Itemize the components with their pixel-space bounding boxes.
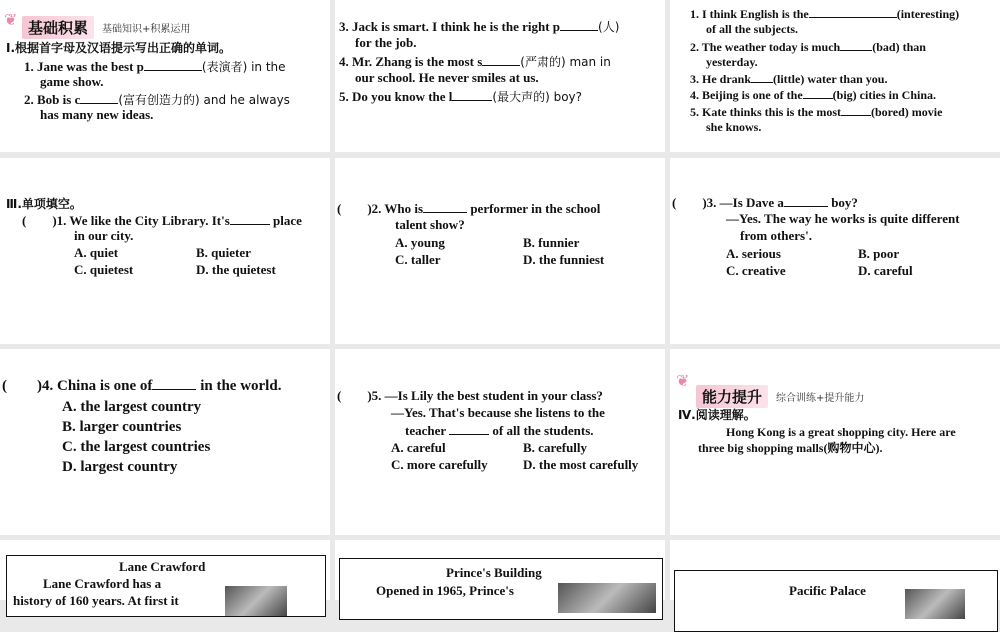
option[interactable]: A. serious <box>726 246 781 261</box>
question-cont: talent show? <box>395 217 465 232</box>
options <box>395 234 604 268</box>
tile-vocab-1 <box>0 0 330 152</box>
option[interactable]: C. the largest countries <box>62 439 211 455</box>
option[interactable]: C. quietest <box>74 262 134 277</box>
tile-choice-1 <box>0 158 330 344</box>
question-cont: for the job. <box>355 35 417 50</box>
question-cont: she knows. <box>706 120 762 134</box>
question: ( )2. Who is performer in the school <box>337 201 601 216</box>
mall-title: Pacific Palace <box>789 583 866 598</box>
option[interactable]: D. the quietest <box>196 262 276 277</box>
option[interactable]: D. the most carefully <box>523 457 639 472</box>
mall-photo <box>225 586 287 616</box>
question: 3. Jack is smart. I think he is the right p (人) <box>339 19 620 34</box>
passage-line: three big shopping malls(购物中心). <box>698 441 883 455</box>
tile-reading <box>670 349 1000 535</box>
mall-text: Lane Crawford has a <box>43 576 162 591</box>
question: ( )4. China is one of in the world. <box>2 378 282 394</box>
question: 2. The weather today is much (bad) than <box>690 40 926 54</box>
option[interactable]: A. careful <box>391 440 446 455</box>
mall-text: Opened in 1965, Prince's <box>376 583 514 598</box>
question-cont: yesterday. <box>706 55 758 69</box>
question: 4. Beijing is one of the (big) cities in China. <box>690 88 937 102</box>
option[interactable]: D. largest country <box>62 459 178 475</box>
tile-vocab-2 <box>335 0 665 152</box>
mall-title: Prince's Building <box>446 565 542 580</box>
section-sub: 基础知识+积累运用 <box>102 24 191 35</box>
option[interactable]: C. taller <box>395 252 441 267</box>
option[interactable]: D. the funniest <box>523 252 605 267</box>
option[interactable]: B. quieter <box>196 245 251 260</box>
question: 1. I think English is the (interesting) <box>690 7 960 21</box>
mall-text: history of 160 years. At first it <box>13 593 179 608</box>
option[interactable]: C. creative <box>726 263 786 278</box>
option[interactable]: B. carefully <box>523 440 588 455</box>
tile-mall-3 <box>670 540 1000 600</box>
question-cont: —Yes. That's because she listens to the <box>391 405 605 420</box>
butterfly-icon: ❦ <box>676 373 690 390</box>
tile-choice-4 <box>0 349 330 535</box>
section-header <box>696 385 864 408</box>
tile-mall-1 <box>0 540 330 608</box>
passage-line: Hong Kong is a great shopping city. Here are <box>726 425 956 439</box>
option[interactable]: D. careful <box>858 263 913 278</box>
mall-card <box>339 558 663 620</box>
option[interactable]: A. young <box>395 235 445 250</box>
section-label: 能力提升 <box>696 385 768 408</box>
option[interactable]: A. quiet <box>74 245 119 260</box>
section-title: Ⅲ.单项填空。 <box>6 197 82 211</box>
tile-choice-5 <box>335 349 665 535</box>
mall-photo <box>905 589 965 619</box>
question-cont: has many new ideas. <box>40 107 154 122</box>
question: 2. Bob is c (富有创造力的) and he always <box>24 92 290 107</box>
question-cont: of all the subjects. <box>706 22 798 36</box>
question-cont: from others'. <box>740 228 812 243</box>
section-header <box>22 16 190 39</box>
option[interactable]: B. larger countries <box>62 419 182 435</box>
question-cont: game show. <box>40 74 104 89</box>
mall-card <box>674 570 998 632</box>
options <box>726 245 913 279</box>
question: ( )1. We like the City Library. It's place <box>22 213 302 228</box>
question: 1. Jane was the best p (表演者) in the <box>24 59 286 74</box>
mall-title: Lane Crawford <box>119 559 206 574</box>
section-label: 基础积累 <box>22 16 94 39</box>
options <box>74 244 276 278</box>
question-cont: —Yes. The way he works is quite different <box>726 211 960 226</box>
option[interactable]: B. funnier <box>523 235 580 250</box>
question: 5. Do you know the l (最大声的) boy? <box>339 89 583 104</box>
tile-choice-3 <box>670 158 1000 344</box>
options <box>391 439 638 473</box>
option[interactable]: C. more carefully <box>391 457 488 472</box>
tile-mall-2 <box>335 540 665 600</box>
butterfly-icon: ❦ <box>4 12 18 29</box>
tile-choice-2 <box>335 158 665 344</box>
options <box>62 397 210 477</box>
question-cont: our school. He never smiles at us. <box>355 70 539 85</box>
section-sub: 综合训练+提升能力 <box>776 393 865 404</box>
option[interactable]: A. the largest country <box>62 399 202 415</box>
section-title: Ⅰ.根据首字母及汉语提示写出正确的单词。 <box>6 41 232 55</box>
question: 3. He drank (little) water than you. <box>690 72 888 86</box>
tile-word-form <box>670 0 1000 152</box>
mall-photo <box>558 583 656 613</box>
question-cont: teacher of all the students. <box>405 423 594 438</box>
mall-card <box>6 555 326 617</box>
question: 5. Kate thinks this is the most (bored) movie <box>690 105 943 119</box>
section-title: Ⅳ.阅读理解。 <box>678 408 756 422</box>
question: ( )3. —Is Dave a boy? <box>672 195 858 210</box>
question: 4. Mr. Zhang is the most s (严肃的) man in <box>339 54 611 69</box>
option[interactable]: B. poor <box>858 246 900 261</box>
question-cont: in our city. <box>74 228 134 243</box>
question: ( )5. —Is Lily the best student in your class? <box>337 388 603 403</box>
